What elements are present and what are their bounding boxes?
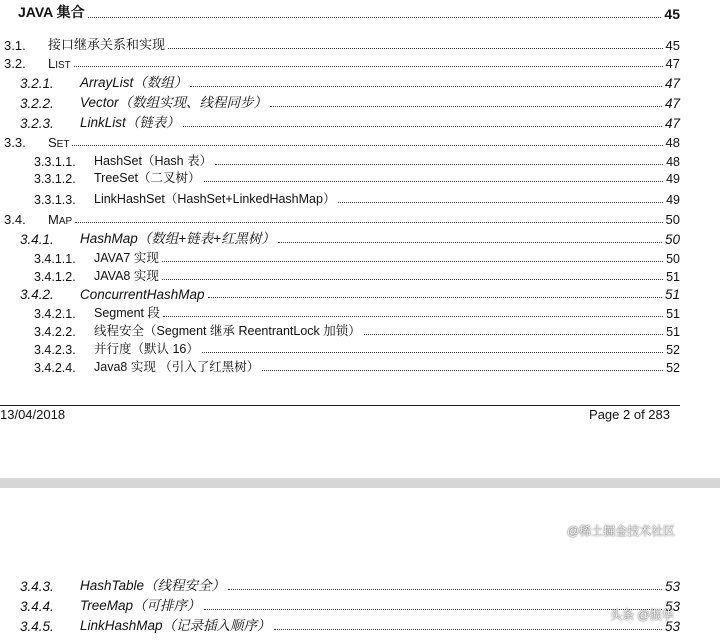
toc-entry-title: JAVA7 实现 [94, 251, 159, 265]
toc-entry-number: 3.4.1.1. [34, 252, 76, 266]
toc-entry-title: Segment 段 [94, 306, 161, 320]
toc-entry-title: 并行度（默认 16） [94, 342, 199, 356]
toc-entry-title: 接口继承关系和实现 [48, 37, 166, 52]
toc-entry-number: 3.4.4. [20, 599, 54, 614]
toc-leader-dots [204, 180, 664, 182]
toc-leader-dots [202, 351, 663, 353]
page-separator [0, 478, 720, 488]
toc-leader-dots [215, 163, 663, 165]
toc-entry-title: ArrayList（数组） [80, 75, 188, 90]
toc-entry-title: TreeSet（二叉树） [94, 171, 201, 185]
toc-entry-page: 52 [666, 343, 680, 357]
toc-entry-page: 51 [666, 325, 680, 339]
toc-leader-dots [262, 369, 663, 371]
toc-entry-title: Java8 实现 （引入了红黑树） [94, 360, 260, 374]
toc-entry[interactable] [0, 339, 680, 357]
toc-entry-title: ConcurrentHashMap [80, 287, 205, 302]
toc-entry[interactable] [0, 596, 680, 614]
toc-leader-dots [364, 333, 663, 335]
toc-entry[interactable] [0, 616, 680, 634]
toc-entry-number: 3.4.2. [20, 287, 54, 302]
toc-entry-number: 3.4. [4, 212, 26, 227]
toc-leader-dots [208, 296, 662, 298]
toc-entry-title: JAVA 集合 [18, 4, 85, 20]
toc-entry-number: 3.2.2. [20, 96, 54, 111]
toc-entry-number: 3.4.2.3. [34, 343, 76, 357]
toc-entry-page: 48 [666, 155, 680, 169]
watermark-line2: 头条 @振华 [610, 608, 674, 622]
toc-entry-title: MAP [48, 212, 73, 227]
toc-leader-dots [88, 16, 662, 18]
toc-entry-number: 3.4.2.2. [34, 325, 76, 339]
toc-entry-number: 3.4.3. [20, 579, 54, 594]
toc-entry[interactable] [0, 93, 680, 111]
toc-entry-number: 3.3. [4, 135, 26, 150]
toc-leader-dots [168, 47, 663, 49]
toc-entry-page: 53 [664, 599, 680, 614]
toc-entry[interactable] [0, 53, 680, 71]
toc-leader-dots [204, 608, 662, 610]
toc-leader-dots [270, 105, 662, 107]
toc-entry-page: 52 [666, 361, 680, 375]
toc-leader-dots [74, 65, 663, 67]
toc-entry-title: HashMap（数组+链表+红黑树） [80, 231, 276, 246]
toc-entry-number: 3.4.1.2. [34, 270, 76, 284]
toc-entry[interactable] [0, 168, 680, 186]
toc-entry[interactable] [0, 266, 680, 284]
toc-leader-dots [162, 278, 663, 280]
toc-entry-title: HashSet（Hash 表） [94, 154, 213, 168]
toc-entry[interactable] [0, 284, 680, 302]
toc-leader-dots [228, 588, 662, 590]
toc-entry-page: 53 [664, 579, 680, 594]
toc-entry[interactable] [0, 321, 680, 339]
toc-entry-page: 50 [665, 212, 680, 227]
watermark-line1: @稀土掘金技术社区 [567, 524, 676, 538]
toc-entry-page: 48 [665, 135, 680, 150]
toc-entry[interactable] [0, 4, 680, 22]
toc-entry-page: 50 [666, 252, 680, 266]
toc-entry-number: 3.2. [4, 56, 26, 71]
toc-entry-number: 3.4.5. [20, 619, 54, 634]
toc-entry-page: 50 [664, 232, 680, 247]
toc-entry-title: 线程安全（Segment 继承 ReentrantLock 加锁） [94, 324, 361, 338]
toc-entry[interactable] [0, 189, 680, 207]
toc-leader-dots [72, 144, 662, 146]
toc-entry-page: 51 [666, 307, 680, 321]
toc-entry[interactable] [0, 113, 680, 131]
toc-entry-title: LinkHashMap（记录插入顺序） [80, 618, 271, 633]
toc-entry-page: 49 [666, 172, 680, 186]
toc-entry[interactable] [0, 248, 680, 266]
toc-entry[interactable] [0, 303, 680, 321]
toc-entry[interactable] [0, 35, 680, 53]
toc-entry-title: LIST [48, 56, 71, 71]
toc-entry[interactable] [0, 209, 680, 227]
toc-leader-dots [338, 201, 663, 203]
toc-entry-number: 3.3.1.3. [34, 193, 76, 207]
toc-entry-title: SET [48, 135, 70, 150]
toc-entry-number: 3.1. [4, 38, 26, 53]
toc-entry[interactable] [0, 73, 680, 91]
toc-leader-dots [162, 260, 663, 262]
footer-rule [0, 405, 680, 406]
toc-entry-number: 3.3.1.1. [34, 155, 76, 169]
toc-entry-page: 53 [664, 619, 680, 634]
toc-entry-page: 51 [664, 287, 680, 302]
toc-entry-page: 45 [665, 38, 680, 53]
toc-entry-page: 47 [664, 96, 680, 111]
toc-entry-page: 47 [664, 116, 680, 131]
toc-leader-dots [183, 125, 662, 127]
footer-page-number: Page 2 of 283 [589, 407, 670, 422]
toc-entry-title: JAVA8 实现 [94, 269, 159, 283]
toc-entry-page: 51 [666, 270, 680, 284]
toc-entry-title: Vector（数组实现、线程同步） [80, 95, 268, 110]
toc-entry[interactable] [0, 576, 680, 594]
toc-entry-page: 47 [665, 56, 680, 71]
toc-entry[interactable] [0, 151, 680, 169]
toc-leader-dots [163, 315, 663, 317]
toc-entry-number: 3.4.2.1. [34, 307, 76, 321]
footer-date: 13/04/2018 [0, 407, 66, 422]
toc-entry-page: 47 [664, 76, 680, 91]
toc-entry-title: LinkHashSet（HashSet+LinkedHashMap） [94, 192, 336, 206]
toc-entry-number: 3.3.1.2. [34, 172, 76, 186]
toc-leader-dots [75, 221, 662, 223]
toc-entry-number: 3.2.3. [20, 116, 54, 131]
toc-entry-number: 3.4.2.4. [34, 361, 76, 375]
toc-leader-dots [190, 85, 662, 87]
toc-entry[interactable] [0, 357, 680, 375]
toc-entry-title: LinkList（链表） [80, 115, 180, 130]
toc-entry[interactable] [0, 132, 680, 150]
toc-entry-page: 45 [664, 6, 680, 22]
toc-entry-title: TreeMap（可排序） [80, 598, 201, 613]
toc-entry[interactable] [0, 229, 680, 247]
toc-entry-title: HashTable（线程安全） [80, 578, 226, 593]
toc-leader-dots [278, 241, 662, 243]
toc-leader-dots [274, 628, 662, 630]
toc-entry-page: 49 [666, 193, 680, 207]
toc-entry-number: 3.2.1. [20, 76, 54, 91]
toc-entry-number: 3.4.1. [20, 232, 54, 247]
